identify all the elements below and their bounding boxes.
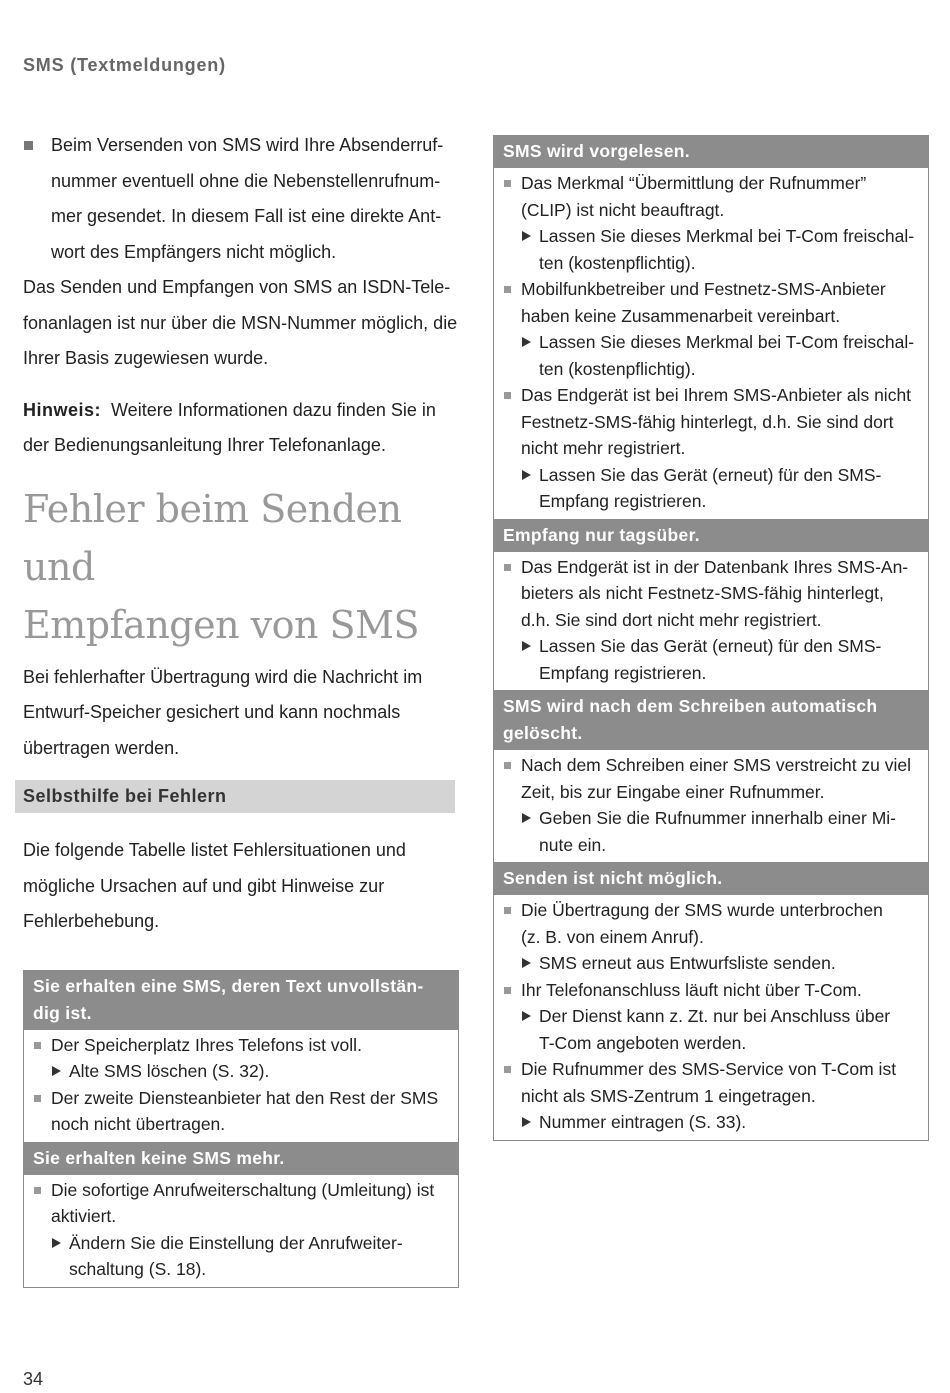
text-line: SMS erneut aus Entwurfsliste senden.: [539, 953, 836, 973]
text-line: Nach dem Schreiben einer SMS verstreicht zu viel: [521, 755, 912, 775]
square-bullet-icon: [34, 1042, 41, 1049]
text-line: Festnetz-SMS-fähig hinterlegt, d.h. Sie sind dort: [521, 411, 894, 432]
text-line: Fehlerbehebung.: [23, 911, 160, 931]
text-line: nicht als SMS-Zentrum 1 eingetragen.: [521, 1085, 816, 1106]
text-line: Bei fehlerhafter Übertragung wird die Nachricht im: [23, 666, 423, 687]
heading-line: Sie erhalten keine SMS mehr.: [33, 1147, 285, 1168]
heading-line: Fehler beim Senden und: [23, 486, 402, 589]
arrow-right-icon: [522, 1011, 531, 1021]
square-bullet-icon: [504, 564, 511, 571]
running-head: SMS (Textmeldungen): [23, 55, 226, 75]
text-line: der Bedienungsanleitung Ihrer Telefonanlage.: [23, 435, 386, 455]
isdn-paragraph: [23, 270, 463, 377]
action-item: [33, 1230, 449, 1283]
text-line: Geben Sie die Rufnummer innerhalb einer Mi-: [539, 808, 896, 828]
text-line: Weitere Informationen dazu finden Sie in: [111, 399, 436, 420]
text-line: Das Merkmal “Übermittlung der Rufnummer”: [521, 173, 867, 193]
arrow-right-icon: [522, 1117, 531, 1127]
square-bullet-icon: [504, 1066, 511, 1073]
text-line: d.h. Sie sind dort nicht mehr registriert.: [521, 609, 822, 630]
text-line: wort des Empfängers nicht möglich.: [51, 241, 337, 262]
square-bullet-icon: [24, 141, 33, 150]
text-line: bieters als nicht Festnetz-SMS-fähig hinterlegt,: [521, 583, 884, 603]
problem-body: [24, 1030, 458, 1142]
action-item: [503, 805, 919, 858]
text-line: Lassen Sie das Gerät (erneut) für den SMS-: [539, 636, 882, 656]
arrow-right-icon: [522, 813, 531, 823]
text-line: Nummer eintragen (S. 33).: [539, 1112, 747, 1132]
square-bullet-icon: [34, 1095, 41, 1102]
text-line: mögliche Ursachen auf und gibt Hinweise zur: [23, 875, 385, 896]
text-line: Alte SMS löschen (S. 32).: [69, 1061, 270, 1081]
hint-paragraph: [23, 393, 463, 464]
text-line: nute ein.: [539, 834, 607, 855]
cause-item: [503, 897, 919, 950]
cause-item: [503, 752, 919, 805]
problem-body: [494, 895, 928, 1140]
note-bullet: [23, 128, 463, 270]
problem-heading: [494, 519, 928, 552]
text-line: Ihr Telefonanschluss läuft nicht über T-Com.: [521, 979, 862, 1000]
text-line: aktiviert.: [51, 1206, 117, 1226]
arrow-right-icon: [522, 470, 531, 480]
text-line: Entwurf-Speicher gesichert und kann nochmals: [23, 702, 401, 722]
text-line: Das Endgerät ist bei Ihrem SMS-Anbieter als nicht: [521, 385, 912, 405]
cause-item: [503, 170, 919, 223]
text-line: Das Senden und Empfangen von SMS an ISDN-Tele-: [23, 277, 451, 297]
problem-body: [494, 168, 928, 519]
troubleshooting-table-left: [23, 970, 459, 1288]
text-line: Lassen Sie das Gerät (erneut) für den SMS-: [539, 464, 882, 485]
text-line: noch nicht übertragen.: [51, 1114, 226, 1134]
text-line: Die Übertragung der SMS wurde unterbrochen: [521, 900, 883, 920]
text-line: (z. B. von einem Anruf).: [521, 926, 704, 947]
square-bullet-icon: [504, 907, 511, 914]
section-heading: [23, 480, 463, 654]
action-item: [503, 223, 919, 276]
text-line: Die folgende Tabelle listet Fehlersituationen und: [23, 840, 406, 860]
arrow-right-icon: [522, 337, 531, 347]
text-line: Ihrer Basis zugewiesen wurde.: [23, 348, 269, 368]
text-line: ten (kostenpflichtig).: [539, 358, 696, 379]
problem-heading: [494, 862, 928, 895]
heading-line: SMS wird nach dem Schreiben automatisch: [503, 696, 878, 716]
right-column: [493, 135, 929, 1141]
cause-item: [503, 977, 919, 1004]
arrow-right-icon: [522, 641, 531, 651]
text-line: Ändern Sie die Einstellung der Anrufweiter-: [69, 1232, 403, 1253]
text-line: Zeit, bis zur Eingabe einer Rufnummer.: [521, 781, 825, 802]
problem-heading: [24, 970, 458, 1030]
square-bullet-icon: [504, 987, 511, 994]
troubleshooting-table-right: [493, 135, 929, 1141]
square-bullet-icon: [504, 392, 511, 399]
square-bullet-icon: [34, 1187, 41, 1194]
problem-body: [494, 552, 928, 691]
text-line: T-Com angeboten werden.: [539, 1032, 747, 1053]
table-intro-paragraph: [23, 833, 463, 940]
cause-item: [33, 1177, 449, 1230]
arrow-right-icon: [52, 1238, 61, 1248]
intro-paragraph: [23, 660, 463, 767]
action-item: [503, 633, 919, 686]
action-item: [503, 329, 919, 382]
action-item: [503, 950, 919, 977]
cause-item: [503, 554, 919, 634]
left-column: [23, 128, 463, 1288]
problem-body: [494, 750, 928, 862]
heading-line: Senden ist nicht möglich.: [503, 868, 723, 888]
heading-line: Empfangen von SMS: [23, 602, 420, 647]
heading-line: SMS wird vorgelesen.: [503, 141, 690, 161]
hint-label: Hinweis:: [23, 399, 102, 420]
text-line: Empfang registrieren.: [539, 491, 707, 511]
problem-heading: [24, 1142, 458, 1175]
text-line: Der zweite Diensteanbieter hat den Rest der SMS: [51, 1087, 439, 1108]
action-item: [503, 1109, 919, 1136]
arrow-right-icon: [522, 231, 531, 241]
text-line: schaltung (S. 18).: [69, 1259, 207, 1279]
text-line: Das Endgerät ist in der Datenbank Ihres SMS-An-: [521, 556, 909, 577]
heading-line: Empfang nur tagsüber.: [503, 524, 700, 545]
text-line: Empfang registrieren.: [539, 662, 707, 683]
text-line: Die Rufnummer des SMS-Service von T-Com ist: [521, 1059, 897, 1079]
text-line: haben keine Zusammenarbeit vereinbart.: [521, 305, 841, 326]
text-line: Der Dienst kann z. Zt. nur bei Anschluss über: [539, 1006, 891, 1026]
cause-item: [503, 276, 919, 329]
heading-line: dig ist.: [33, 1002, 92, 1023]
heading-line: Sie erhalten eine SMS, deren Text unvollstän-: [33, 975, 424, 996]
heading-line: gelöscht.: [503, 723, 583, 743]
text-line: nicht mehr registriert.: [521, 438, 686, 458]
text-line: Der Speicherplatz Ihres Telefons ist voll.: [51, 1034, 362, 1055]
square-bullet-icon: [504, 180, 511, 187]
text-line: Beim Versenden von SMS wird Ihre Absenderruf-: [51, 135, 444, 155]
text-line: ten (kostenpflichtig).: [539, 252, 696, 273]
arrow-right-icon: [52, 1066, 61, 1076]
text-line: (CLIP) ist nicht beauftragt.: [521, 199, 725, 220]
cause-item: [33, 1032, 449, 1059]
arrow-right-icon: [522, 958, 531, 968]
problem-heading: [494, 135, 928, 168]
cause-item: [33, 1085, 449, 1138]
problem-body: [24, 1175, 458, 1287]
text-line: Die sofortige Anrufweiterschaltung (Umleitung) ist: [51, 1179, 435, 1200]
text-line: übertragen werden.: [23, 737, 180, 758]
page-number: 34: [23, 1369, 44, 1389]
text-line: Mobilfunkbetreiber und Festnetz-SMS-Anbieter: [521, 279, 886, 299]
cause-item: [503, 1056, 919, 1109]
cause-item: [503, 382, 919, 462]
text-line: Lassen Sie dieses Merkmal bei T-Com freischal-: [539, 332, 915, 352]
subsection-bar: Selbsthilfe bei Fehlern: [15, 780, 455, 813]
action-item: [503, 1003, 919, 1056]
text-line: nummer eventuell ohne die Nebenstellenrufnum-: [51, 170, 441, 191]
action-item: [503, 462, 919, 515]
square-bullet-icon: [504, 286, 511, 293]
square-bullet-icon: [504, 762, 511, 769]
text-line: mer gesendet. In diesem Fall ist eine direkte Ant-: [51, 206, 442, 226]
problem-heading: [494, 690, 928, 750]
action-item: [33, 1058, 449, 1085]
text-line: fonanlagen ist nur über die MSN-Nummer möglich, die: [23, 312, 458, 333]
text-line: Lassen Sie dieses Merkmal bei T-Com freischal-: [539, 226, 915, 246]
